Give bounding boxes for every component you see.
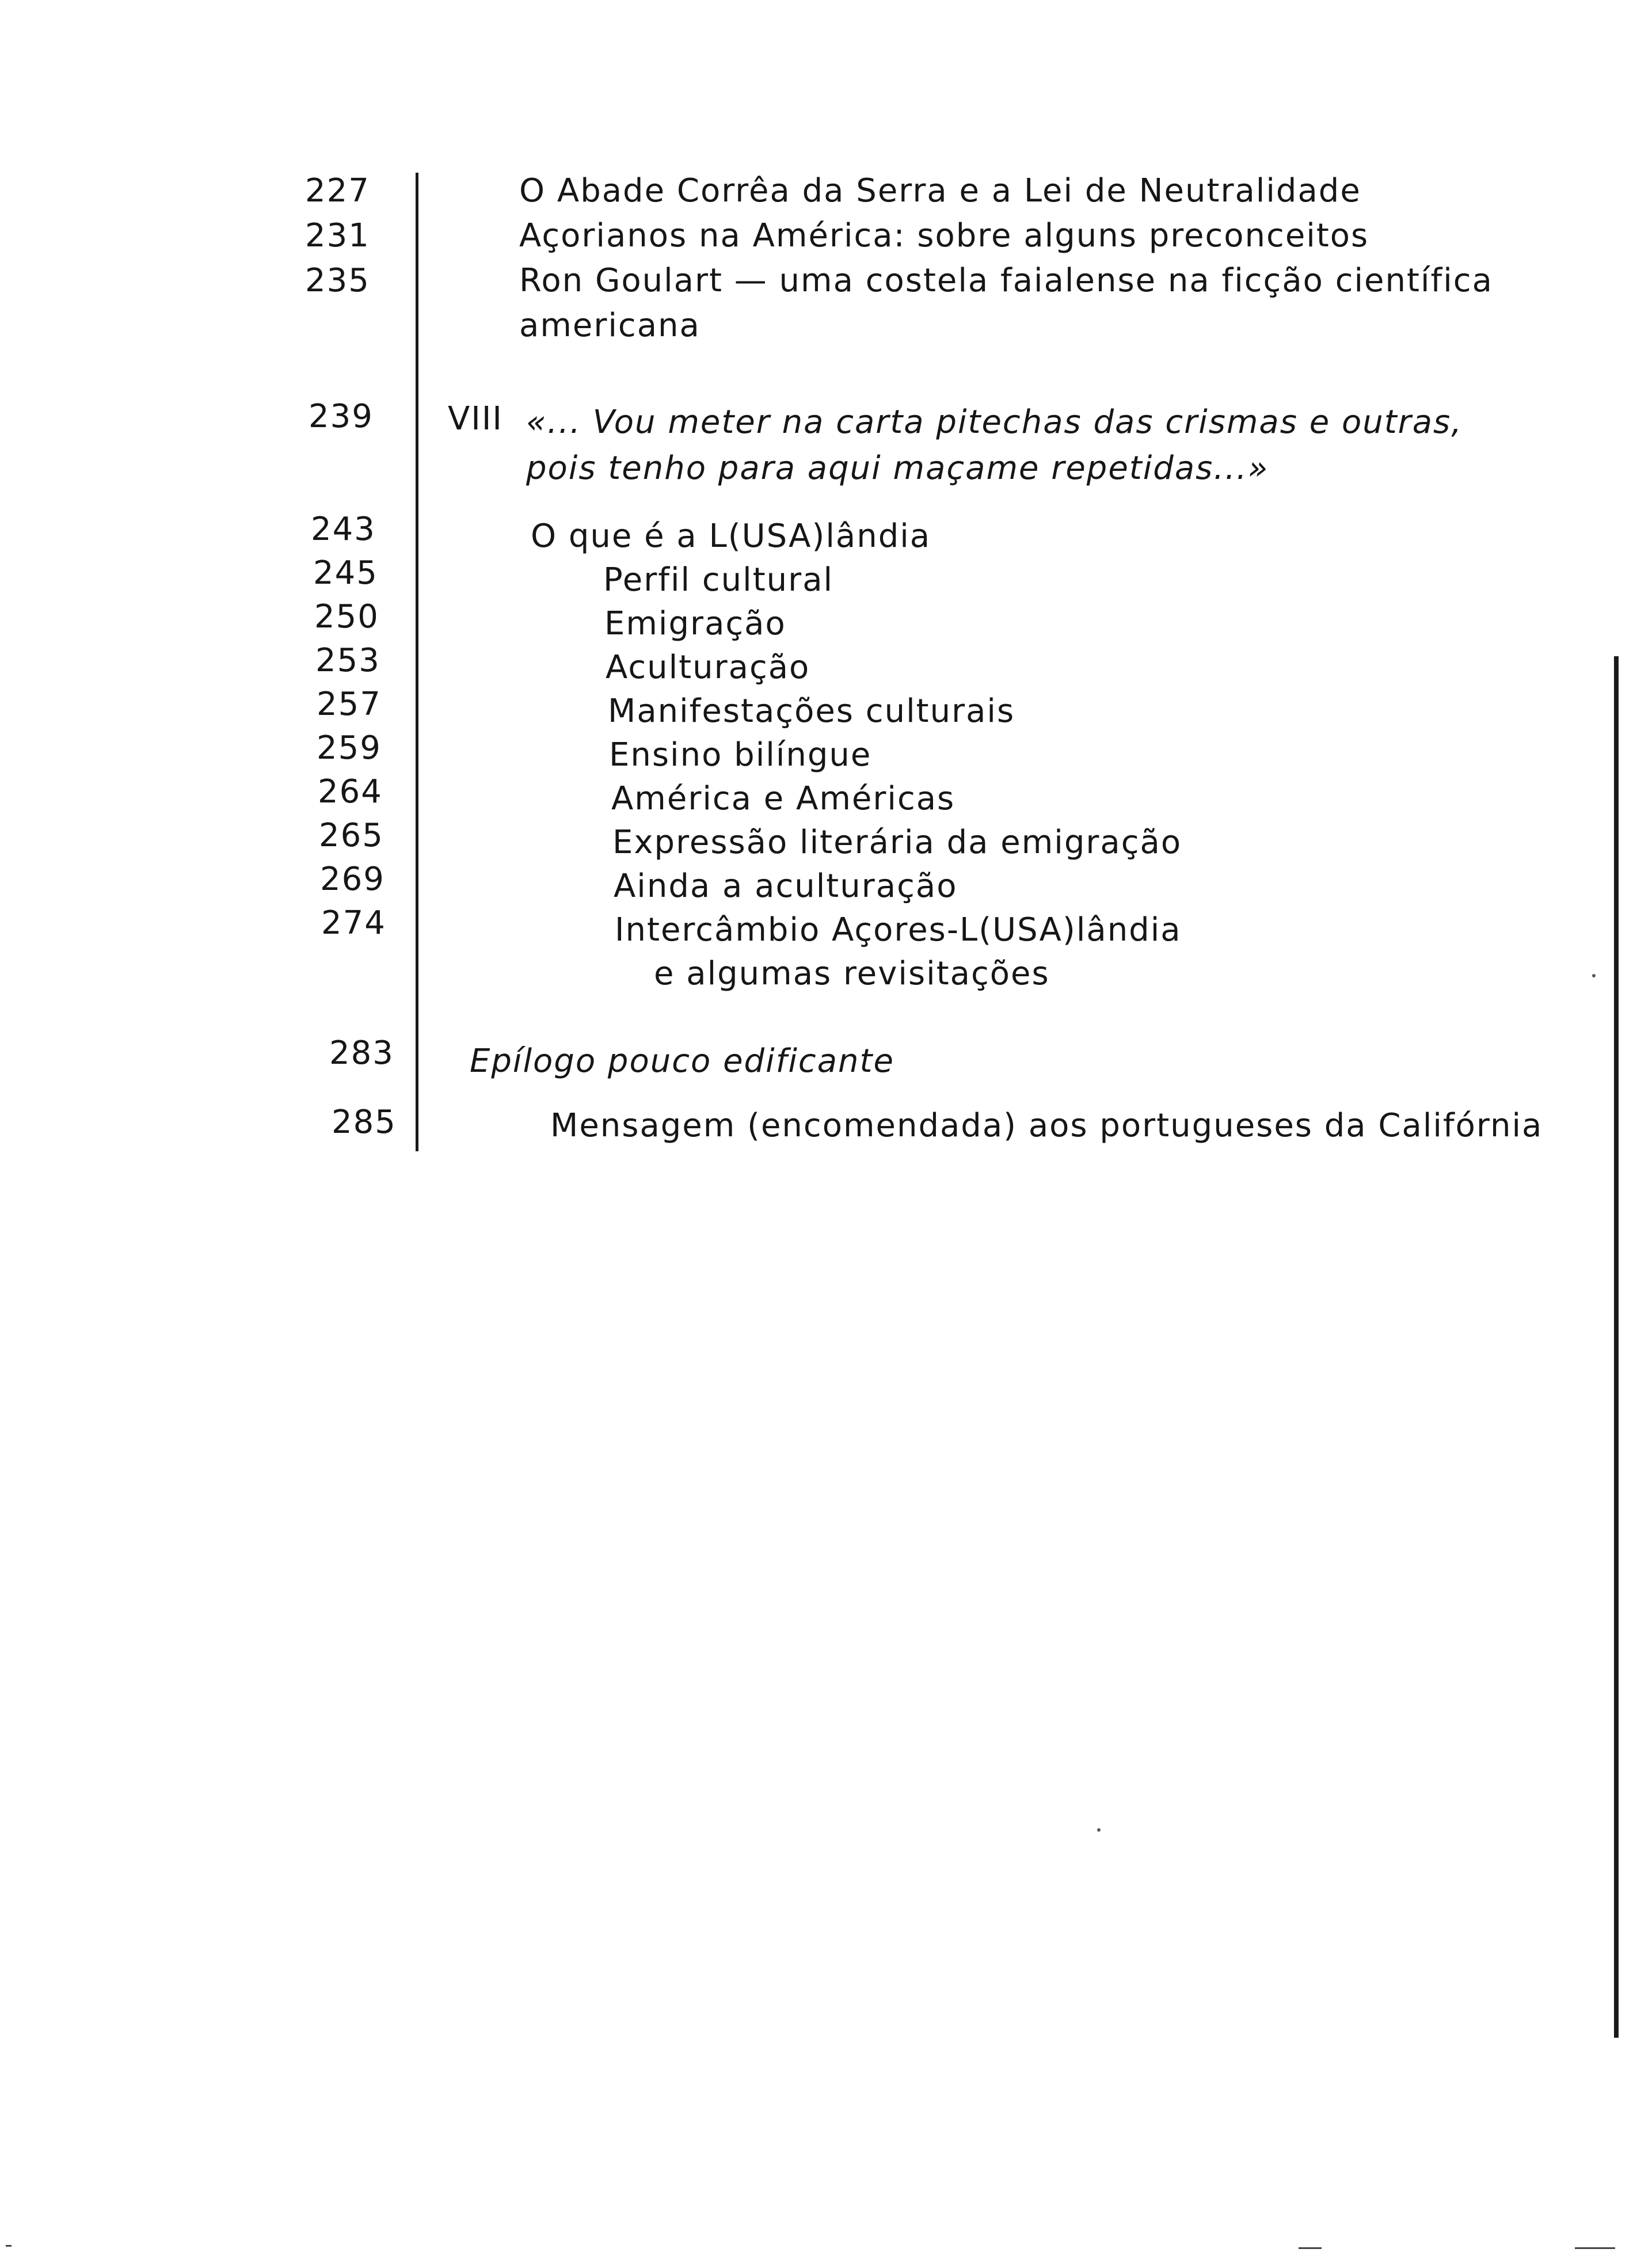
toc-page-number: 257: [317, 686, 382, 723]
right-scan-edge: [1614, 656, 1619, 2038]
toc-subentry-title: Emigração: [604, 605, 786, 642]
scan-mark: [1299, 2247, 1322, 2249]
toc-page-number: 239: [309, 398, 374, 435]
toc-subentry-title: Manifestações culturais: [608, 692, 1015, 730]
toc-subentry-title-continuation: e algumas revisitações: [654, 955, 1050, 992]
toc-page-number: 274: [321, 904, 386, 942]
scan-speck: [1097, 1828, 1101, 1832]
toc-page-number: 235: [305, 262, 370, 299]
toc-page-number: 243: [311, 511, 376, 548]
scan-mark: [1575, 2247, 1615, 2249]
toc-entry-title: Açorianos na América: sobre alguns preconceitos: [519, 217, 1369, 254]
toc-page-number: 264: [318, 773, 383, 810]
toc-subentry-title: Ainda a aculturação: [614, 867, 958, 905]
toc-page-number: 259: [317, 729, 382, 767]
toc-page-number: 250: [314, 598, 379, 636]
toc-subentry-title: Ensino bilíngue: [609, 736, 872, 774]
chapter-number: VIII: [448, 400, 503, 437]
toc-page-number: 245: [313, 554, 378, 592]
scan-mark: [6, 2245, 12, 2247]
toc-entry-title: Ron Goulart — uma costela faialense na ficção científica: [519, 262, 1493, 299]
toc-entry-title: O Abade Corrêa da Serra e a Lei de Neutralidade: [519, 172, 1361, 210]
toc-page-number: 227: [305, 172, 370, 210]
vertical-rule: [416, 173, 418, 1151]
scan-speck: [1592, 974, 1596, 977]
toc-page-number: 265: [319, 817, 384, 854]
toc-subentry-title: Intercâmbio Açores-L(USA)lândia: [615, 911, 1182, 949]
toc-page-number: 231: [305, 217, 370, 254]
toc-subentry-title: Aculturação: [606, 649, 810, 686]
toc-epilogue-title: Epílogo pouco edificante: [470, 1042, 894, 1080]
toc-entry-title: Mensagem (encomendada) aos portugueses da Califórnia: [550, 1107, 1543, 1144]
toc-page-number: 283: [329, 1034, 394, 1072]
toc-subentry-title: Perfil cultural: [603, 561, 834, 599]
toc-entry-title: O que é a L(USA)lândia: [531, 517, 931, 555]
toc-subentry-title: Expressão literária da emigração: [612, 824, 1182, 861]
toc-page-number: 253: [315, 642, 380, 679]
toc-page-number: 285: [332, 1103, 397, 1141]
toc-page-number: 269: [320, 861, 385, 898]
toc-subentry-title: América e Américas: [611, 780, 955, 817]
toc-chapter-title: «... Vou meter na carta pitechas das crismas e outras,: [526, 404, 1463, 441]
toc-entry-title-continuation: americana: [519, 307, 701, 344]
toc-chapter-title-continuation: pois tenho para aqui maçame repetidas...»: [526, 450, 1269, 487]
